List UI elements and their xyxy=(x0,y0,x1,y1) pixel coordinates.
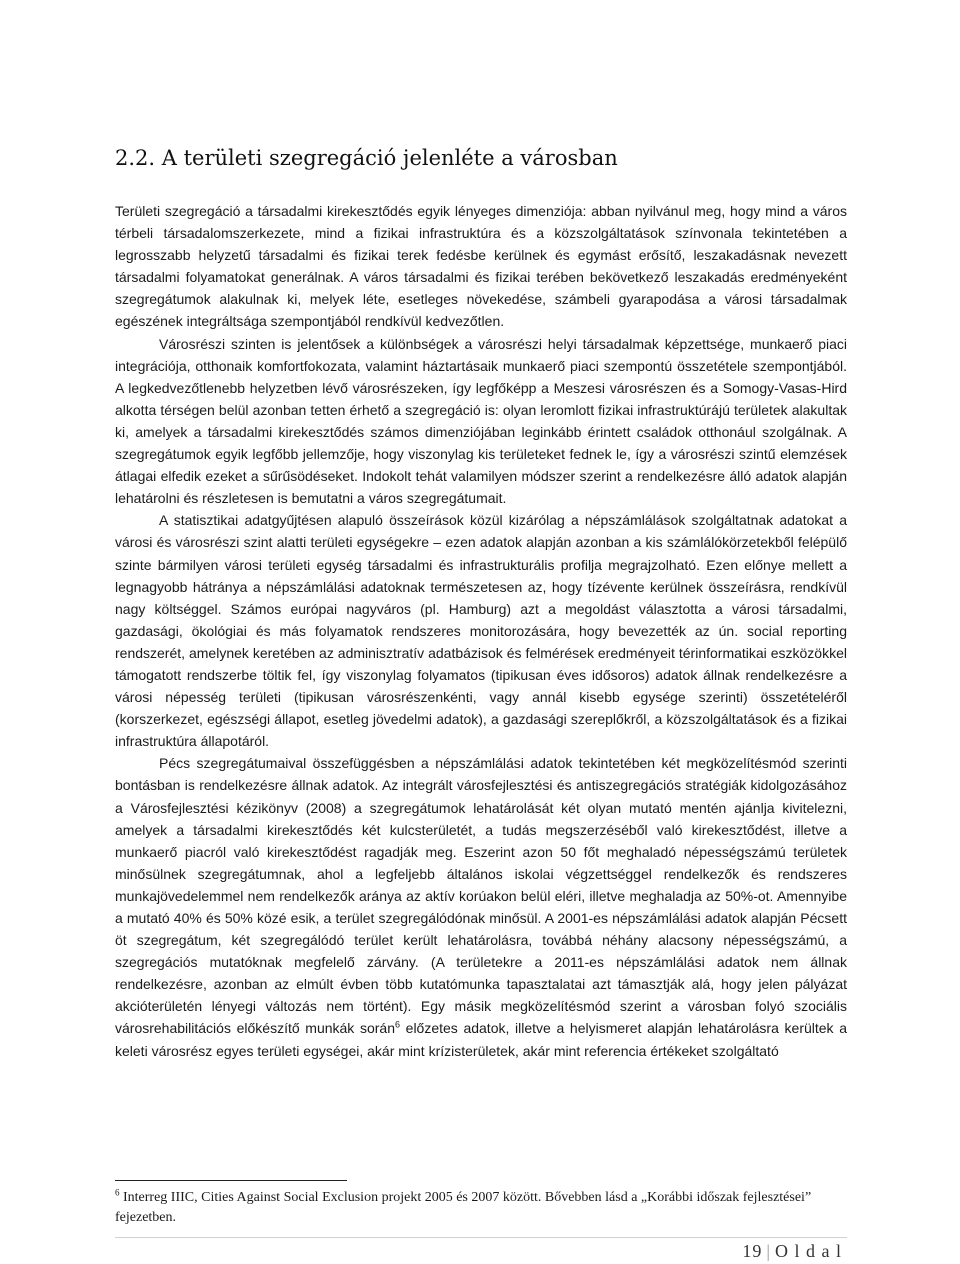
footnote xyxy=(115,1188,847,1228)
paragraph-3: A statisztikai adatgyűjtésen alapuló összeírások közül kizárólag a népszámlálások szolgáltatnak adatokat a városi és városrészi szint alatti területi egységekre – ezen adatok alapján azonban a kis számlálókörzetekből felépülő szinte bármilyen városi területi egység társadalmi és infrastrukturális profilja megrajzolható. Ezen előnye mellett a legnagyobb hátránya a népszámlálási adatoknak természetesen az, hogy tízévente kerülnek összeírásra, rendkívül nagy költséggel. Számos európai nagyváros (pl. Hamburg) azt a megoldást választotta a városi társadalmi, gazdasági, ökológiai és más folyamatok rendszeres monitorozására, hogy bevezették az ún. social reporting rendszerét, amelynek keretében az adminisztratív adatbázisok és felmérések eredményeit térinformatikai eszközökkel támogatott rendszerbe töltik fel, így viszonylag folyamatos (tipikusan éves idősoros) adatok állnak rendelkezésre a városi népesség területi (tipikusan városrészenkénti, vagy annál kisebb egysége szerinti) összetételéről (korszerkezet, egészségi állapot, esetleg jövedelmi adatok), a gazdasági szereplőkről, a közszolgáltatások és a fizikai infrastruktúra állapotáról. xyxy=(115,512,847,750)
footer-separator: | xyxy=(766,1241,771,1261)
page-label: O l d a l xyxy=(775,1241,842,1261)
paragraph-4-text-a: Pécs szegregátumaival összefüggésben a népszámlálási adatok tekintetében két megközelítésmód szerinti bontásban is rendelkezésre állnak adatok. Az integrált városfejlesztési és antiszegregációs stratégiák kidolgozásához a Városfejlesztési kézikönyv (2008) a szegregátumok lehatárolását két olyan mutató mentén ajánlja kivitelezni, amelyek a társadalmi kirekesztődés két kulcsterületét, a tudás megszerzéséből való kirekesztődést, illetve a munkaerő piacról való kirekesztődést ragadják meg. Eszerint azon 50 főt meghaladó népességszámú területek minősülnek szegregátumnak, ahol a legfeljebb általános iskolai végzettséggel rendelkezők és rendszeres munkajövedelemmel nem rendelkezők aránya az aktív korúakon belül eléri, illetve meghaladja az 50%-ot. Amennyibe a mutató 40% és 50% közé esik, a terület szegregálódónak minősül. A 2001-es népszámlálási adatok alapján Pécsett öt szegregátum, két szegregálódó terület került lehatárolásra, továbbá néhány alacsony népességszámú, a szegregációs mutatóknak megfelelő zárvány. (A területekre a 2011-es népszámlálási adatok nem állnak rendelkezésre, azonban az elmúlt évben több kutatómunka tapasztalatai azt támasztják alá, hogy jelen pályázat akcióterületén lényegi változás nem történt). Egy másik megközelítésmód szerint a városban folyó szociális városrehabilitációs előkészítő munkák során xyxy=(115,755,847,1037)
footnote-divider xyxy=(115,1180,347,1181)
page-footer xyxy=(742,1241,842,1262)
footnote-reference[interactable]: 6 xyxy=(394,1019,400,1030)
paragraph-1: Területi szegregáció a társadalmi kirekesztődés egyik lényeges dimenziója: abban nyilvánul meg, hogy mind a város térbeli társadalomszerkezete, mind a fizikai infrastruktúra és a közszolgáltatások színvonala tekintetében a legrosszabb helyzetű társadalmi és fizikai terek fedésbe kerülnek és egymást erősítő, leszakadásnak nevezett társadalmi folyamatokat generálnak. A város társadalmi és fizikai terében bekövetkező leszakadás eredményeként szegregátumok alakulnak ki, melyek léte, esetleges növekedése, számbeli gyarapodása a városi társadalmak egészének integráltsága szempontjából rendkívül kedvezőtlen. xyxy=(115,203,847,330)
body-text xyxy=(115,200,847,1062)
page-number: 19 xyxy=(742,1241,763,1261)
footnote-marker: 6 xyxy=(115,1187,120,1198)
paragraph-4-text-b: előzetes adatok, illetve a helyismeret alapján lehatárolásra kerültek a keleti városrész egyes területi egységei, akár mint krízisterületek, akár mint referencia értékeket szolgáltató xyxy=(115,1020,847,1059)
footer-divider xyxy=(115,1237,847,1238)
paragraph-2: Városrészi szinten is jelentősek a különbségek a városrészi helyi társadalmak képzettsége, munkaerő piaci integrációja, otthonaik komfortfokozata, valamint háztartásaik munkaerő piaci szempontú összetétele szempontjából. A legkedvezőtlenebb helyzetben lévő városrészeken, így legfőképp a Meszesi városrészen és a Somogy-Vasas-Hird alkotta térségen belül azonban tetten érhető a szegregáció is: olyan leromlott fizikai infrastruktúrájú területek alakultak ki, amelyek a társadalmi kirekesztődés számos dimenziójában leginkább érintett családok otthonául szolgálnak. A szegregátumok egyik legfőbb jellemzője, hogy viszonylag kis területeket fednek le, így a városrészi szintű elemzések átlagai elfedik ezeket a sűrűsödéseket. Indokolt tehát valamilyen módszer szerint a rendelkezésre álló adatok alapján lehatárolni és részletesen is bemutatni a város szegregátumait. xyxy=(115,335,847,507)
paragraph-4 xyxy=(115,752,847,1061)
section-heading: 2.2. A területi szegregáció jelenléte a városban xyxy=(115,146,618,170)
footnote-text: Interreg IIIC, Cities Against Social Exclusion projekt 2005 és 2007 között. Bővebben lásd a „Korábbi időszak fejlesztései” fejezetben. xyxy=(115,1190,812,1225)
